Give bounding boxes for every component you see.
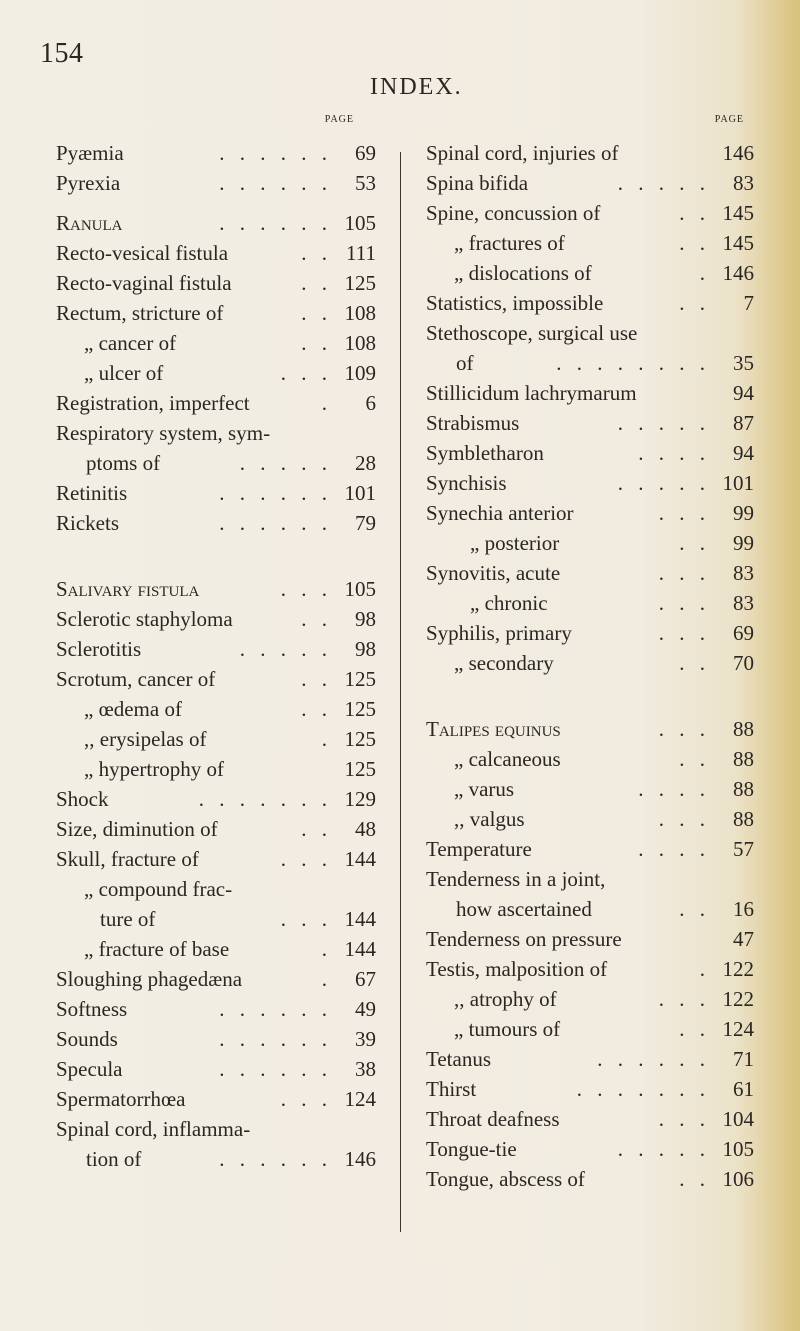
index-entry <box>426 228 754 258</box>
entry-term: Stethoscope, surgical use <box>426 321 638 345</box>
entry-leader-dots: . <box>321 391 332 415</box>
index-entry <box>56 994 376 1024</box>
entry-leader-dots: . . . <box>658 561 710 585</box>
entry-leader-dots: . . <box>679 1017 710 1041</box>
entry-page-number: 105 <box>722 1137 754 1161</box>
entry-term: Spinal cord, inflamma- <box>56 1117 251 1141</box>
index-entry <box>426 558 754 588</box>
index-entry <box>426 834 754 864</box>
entry-page-number: 108 <box>344 331 376 355</box>
index-entry <box>56 138 376 168</box>
entry-leader-dots: . . . <box>280 361 332 385</box>
entry-term: Sounds <box>56 1027 118 1051</box>
entry-page-number: 88 <box>733 747 754 771</box>
index-entry <box>426 954 754 984</box>
entry-term: Size, diminution of <box>56 817 218 841</box>
entry-term: Synechia anterior <box>426 501 574 525</box>
index-entry <box>56 478 376 508</box>
index-entry <box>426 438 754 468</box>
entry-page-number: 99 <box>733 501 754 525</box>
entry-page-number: 94 <box>733 381 754 405</box>
entry-leader-dots: . . . . . . . <box>198 787 332 811</box>
entry-term: Spinal cord, injuries of <box>426 141 619 165</box>
index-entry <box>56 1144 376 1174</box>
entry-term: ture of <box>100 907 156 931</box>
entry-leader-dots: . . . . . <box>239 637 332 661</box>
entry-page-number: 98 <box>355 637 376 661</box>
entry-leader-dots: . <box>699 261 710 285</box>
index-entry <box>426 864 754 894</box>
entry-term: Tenderness on pressure <box>426 927 622 951</box>
entry-leader-dots: . . . . . . <box>219 1027 332 1051</box>
entry-term: Tetanus <box>426 1047 492 1071</box>
entry-term: Spine, concussion of <box>426 201 601 225</box>
entry-page-number: 53 <box>355 171 376 195</box>
entry-page-number: 101 <box>722 471 754 495</box>
entry-page-number: 6 <box>365 391 376 415</box>
entry-leader-dots: . . <box>679 897 710 921</box>
index-entry <box>426 804 754 834</box>
entry-term: Temperature <box>426 837 532 861</box>
index-entry <box>426 138 754 168</box>
entry-leader-dots: . . <box>301 667 332 691</box>
entry-term: Tenderness in a joint, <box>426 867 606 891</box>
entry-term: Respiratory system, sym- <box>56 421 271 445</box>
index-entry <box>56 604 376 634</box>
index-entry <box>56 388 376 418</box>
entry-term: tion of <box>86 1147 142 1171</box>
index-entry <box>426 528 754 558</box>
entry-term: „ dislocations of <box>454 261 592 285</box>
entry-page-number: 124 <box>722 1017 754 1041</box>
index-entry <box>426 468 754 498</box>
index-entry <box>426 588 754 618</box>
entry-page-number: 49 <box>355 997 376 1021</box>
entry-leader-dots: . <box>699 957 710 981</box>
entry-term: „ cancer of <box>84 331 177 355</box>
entry-leader-dots: . . <box>679 651 710 675</box>
index-entry <box>56 964 376 994</box>
entry-leader-dots: . . . . . . <box>219 1057 332 1081</box>
entry-term: Thirst <box>426 1077 477 1101</box>
left-entries <box>56 138 376 1174</box>
entry-leader-dots: . . . <box>658 807 710 831</box>
entry-term: Sclerotitis <box>56 637 142 661</box>
entry-page-number: 98 <box>355 607 376 631</box>
index-entry <box>426 924 754 954</box>
entry-leader-dots: . . . . . . <box>219 511 332 535</box>
entry-term: Sclerotic staphyloma <box>56 607 233 631</box>
entry-leader-dots: . . . <box>280 907 332 931</box>
index-entry <box>56 904 376 934</box>
entry-page-number: 99 <box>733 531 754 555</box>
entry-term: Testis, malposition of <box>426 957 608 981</box>
entry-page-number: 146 <box>722 261 754 285</box>
index-entry <box>426 348 754 378</box>
entry-term: „ chronic <box>470 591 548 615</box>
entry-term: Syphilis, primary <box>426 621 572 645</box>
index-entry <box>56 1054 376 1084</box>
entry-leader-dots: . . . <box>658 717 710 741</box>
entry-leader-dots: . . . <box>658 1107 710 1131</box>
index-entry <box>56 664 376 694</box>
entry-leader-dots: . . <box>679 531 710 555</box>
index-entry <box>56 328 376 358</box>
entry-term: „ hypertrophy of <box>84 757 224 781</box>
entry-leader-dots: . . . . . . <box>219 1147 332 1171</box>
entry-page-number: 125 <box>344 271 376 295</box>
entry-term: „ secondary <box>454 651 554 675</box>
entry-page-number: 146 <box>722 141 754 165</box>
entry-term: „ posterior <box>470 531 560 555</box>
right-column <box>426 114 754 1194</box>
entry-page-number: 105 <box>344 211 376 235</box>
index-entry <box>56 574 376 604</box>
index-entry <box>56 784 376 814</box>
entry-leader-dots: . . . . . <box>617 171 710 195</box>
entry-leader-dots: . . <box>301 271 332 295</box>
index-entry <box>56 1084 376 1114</box>
index-entry <box>56 208 376 238</box>
entry-term: ,, valgus <box>454 807 525 831</box>
entry-page-number: 125 <box>344 757 376 781</box>
entry-leader-dots: . . <box>679 231 710 255</box>
entry-leader-dots: . . . . . . <box>597 1047 710 1071</box>
entry-term: Recto-vesical fistula <box>56 241 229 265</box>
index-entry <box>426 1134 754 1164</box>
entry-page-number: 28 <box>355 451 376 475</box>
entry-term: Spina bifida <box>426 171 529 195</box>
entry-page-number: 48 <box>355 817 376 841</box>
index-entry <box>56 1024 376 1054</box>
entry-term: of <box>456 351 474 375</box>
entry-leader-dots: . . . . . . <box>219 481 332 505</box>
entry-page-number: 124 <box>344 1087 376 1111</box>
index-entry <box>426 168 754 198</box>
index-entry <box>426 894 754 924</box>
index-entry <box>426 1104 754 1134</box>
entry-term: Sloughing phagedæna <box>56 967 243 991</box>
index-entry <box>426 1074 754 1104</box>
entry-page-number: 71 <box>733 1047 754 1071</box>
entry-page-number: 70 <box>733 651 754 675</box>
entry-page-number: 16 <box>733 897 754 921</box>
entry-term: „ fracture of base <box>84 937 230 961</box>
index-entry <box>56 814 376 844</box>
index-entry <box>56 934 376 964</box>
entry-leader-dots: . . <box>301 697 332 721</box>
entry-leader-dots: . . <box>301 241 332 265</box>
entry-leader-dots: . <box>321 967 332 991</box>
entry-term: „ compound frac- <box>84 877 233 901</box>
entry-leader-dots: . . . . <box>638 441 710 465</box>
entry-term: Synovitis, acute <box>426 561 561 585</box>
entry-page-number: 125 <box>344 667 376 691</box>
index-entry <box>426 1014 754 1044</box>
entry-page-number: 61 <box>733 1077 754 1101</box>
entry-page-number: 111 <box>346 241 376 265</box>
index-entry <box>426 198 754 228</box>
entry-page-number: 69 <box>733 621 754 645</box>
index-entry <box>426 984 754 1014</box>
index-entry <box>426 288 754 318</box>
entry-term: Talipes equinus <box>426 717 561 741</box>
index-entry <box>56 634 376 664</box>
entry-leader-dots: . . . <box>280 1087 332 1111</box>
index-entry <box>56 874 376 904</box>
index-entry <box>426 318 754 348</box>
entry-page-number: 145 <box>722 201 754 225</box>
index-entry <box>426 774 754 804</box>
entry-page-number: 122 <box>722 957 754 981</box>
entry-leader-dots: . . . . . <box>617 1137 710 1161</box>
entry-term: how ascertained <box>456 897 592 921</box>
index-entry <box>56 448 376 478</box>
entry-leader-dots: . . . <box>658 621 710 645</box>
entry-term: Softness <box>56 997 128 1021</box>
entry-page-number: 122 <box>722 987 754 1011</box>
index-entry <box>56 1114 376 1144</box>
entry-term: Tongue-tie <box>426 1137 517 1161</box>
entry-term: Spermatorrhœa <box>56 1087 186 1111</box>
entry-term: Synchisis <box>426 471 507 495</box>
entry-page-number: 104 <box>722 1107 754 1131</box>
entry-leader-dots: . . <box>301 607 332 631</box>
entry-leader-dots: . . . . . . <box>219 171 332 195</box>
entry-leader-dots: . . . <box>658 591 710 615</box>
entry-leader-dots: . <box>321 727 332 751</box>
entry-page-number: 94 <box>733 441 754 465</box>
entry-page-number: 57 <box>733 837 754 861</box>
entry-term: Registration, imperfect <box>56 391 250 415</box>
index-entry <box>56 238 376 268</box>
entry-leader-dots: . . . <box>280 577 332 601</box>
index-entry <box>56 694 376 724</box>
left-column <box>56 114 376 1174</box>
entry-term: Skull, fracture of <box>56 847 199 871</box>
entry-term: ptoms of <box>86 451 161 475</box>
entry-page-number: 106 <box>722 1167 754 1191</box>
index-entry <box>426 648 754 678</box>
entry-leader-dots: . . <box>679 1167 710 1191</box>
entry-leader-dots: . <box>321 937 332 961</box>
column-divider <box>400 152 401 1232</box>
entry-term: Retinitis <box>56 481 128 505</box>
index-entry <box>426 714 754 744</box>
index-entry <box>426 618 754 648</box>
entry-leader-dots: . . . <box>658 501 710 525</box>
entry-term: Specula <box>56 1057 123 1081</box>
index-entry <box>426 408 754 438</box>
entry-leader-dots: . . . . . . . . <box>556 351 710 375</box>
entry-term: Rectum, stricture of <box>56 301 224 325</box>
entry-leader-dots: . . . . . <box>239 451 332 475</box>
entry-leader-dots: . . . . . . <box>219 211 332 235</box>
index-entry <box>56 724 376 754</box>
entry-page-number: 67 <box>355 967 376 991</box>
index-entry <box>56 168 376 198</box>
entry-leader-dots: . . . <box>658 987 710 1011</box>
entry-leader-dots: . . <box>301 331 332 355</box>
index-entry <box>426 1044 754 1074</box>
entry-leader-dots: . . <box>679 747 710 771</box>
entry-page-number: 105 <box>344 577 376 601</box>
entry-term: Scrotum, cancer of <box>56 667 216 691</box>
index-entry <box>426 258 754 288</box>
index-entry <box>56 268 376 298</box>
page-column-header: PAGE <box>324 114 354 125</box>
entry-term: Tongue, abscess of <box>426 1167 585 1191</box>
index-entry <box>56 358 376 388</box>
entry-page-number: 79 <box>355 511 376 535</box>
entry-term: Throat deafness <box>426 1107 560 1131</box>
entry-term: Strabismus <box>426 411 520 435</box>
entry-leader-dots: . . . . . . <box>219 141 332 165</box>
entry-term: „ varus <box>454 777 515 801</box>
entry-term: Pyæmia <box>56 141 124 165</box>
entry-leader-dots: . . <box>679 291 710 315</box>
entry-page-number: 47 <box>733 927 754 951</box>
entry-term: „ tumours of <box>454 1017 561 1041</box>
entry-term: „ ulcer of <box>84 361 164 385</box>
page-number: 154 <box>40 38 84 69</box>
right-entries <box>426 138 754 1194</box>
entry-term: Statistics, impossible <box>426 291 604 315</box>
entry-page-number: 83 <box>733 591 754 615</box>
entry-page-number: 88 <box>733 777 754 801</box>
entry-page-number: 108 <box>344 301 376 325</box>
page-column-header: PAGE <box>714 114 744 125</box>
entry-page-number: 144 <box>344 907 376 931</box>
entry-page-number: 7 <box>743 291 754 315</box>
entry-page-number: 39 <box>355 1027 376 1051</box>
entry-page-number: 83 <box>733 171 754 195</box>
entry-page-number: 145 <box>722 231 754 255</box>
entry-page-number: 88 <box>733 717 754 741</box>
index-entry <box>56 508 376 538</box>
entry-term: Rickets <box>56 511 119 535</box>
entry-leader-dots: . . . . <box>638 837 710 861</box>
entry-leader-dots: . . <box>301 301 332 325</box>
entry-page-number: 129 <box>344 787 376 811</box>
entry-term: „ calcaneous <box>454 747 561 771</box>
entry-term: ,, erysipelas of <box>84 727 207 751</box>
entry-page-number: 83 <box>733 561 754 585</box>
entry-leader-dots: . . . . . . <box>219 997 332 1021</box>
entry-leader-dots: . . . . . <box>617 471 710 495</box>
index-entry <box>56 418 376 448</box>
entry-page-number: 125 <box>344 697 376 721</box>
entry-page-number: 87 <box>733 411 754 435</box>
entry-page-number: 109 <box>344 361 376 385</box>
entry-term: Ranula <box>56 211 123 235</box>
entry-term: „ fractures of <box>454 231 565 255</box>
entry-leader-dots: . . <box>679 201 710 225</box>
entry-term: „ œdema of <box>84 697 182 721</box>
entry-page-number: 69 <box>355 141 376 165</box>
entry-page-number: 125 <box>344 727 376 751</box>
entry-term: Stillicidum lachrymarum <box>426 381 637 405</box>
entry-term: Shock <box>56 787 109 811</box>
entry-term: Recto-vaginal fistula <box>56 271 232 295</box>
index-entry <box>56 298 376 328</box>
entry-leader-dots: . . . . . . . <box>576 1077 710 1101</box>
entry-leader-dots: . . . . . <box>617 411 710 435</box>
entry-term: ,, atrophy of <box>454 987 557 1011</box>
entry-term: Salivary fistula <box>56 577 200 601</box>
entry-page-number: 35 <box>733 351 754 375</box>
entry-page-number: 144 <box>344 937 376 961</box>
index-entry <box>56 754 376 784</box>
index-entry <box>56 844 376 874</box>
entry-page-number: 146 <box>344 1147 376 1171</box>
running-head: INDEX. <box>370 74 463 100</box>
index-entry <box>426 1164 754 1194</box>
entry-page-number: 88 <box>733 807 754 831</box>
entry-page-number: 38 <box>355 1057 376 1081</box>
entry-leader-dots: . . . . <box>638 777 710 801</box>
entry-page-number: 101 <box>344 481 376 505</box>
entry-leader-dots: . . . <box>280 847 332 871</box>
index-entry <box>426 498 754 528</box>
entry-page-number: 144 <box>344 847 376 871</box>
entry-term: Pyrexia <box>56 171 121 195</box>
index-entry <box>426 378 754 408</box>
index-entry <box>426 744 754 774</box>
entry-leader-dots: . . <box>301 817 332 841</box>
entry-term: Symbletharon <box>426 441 544 465</box>
